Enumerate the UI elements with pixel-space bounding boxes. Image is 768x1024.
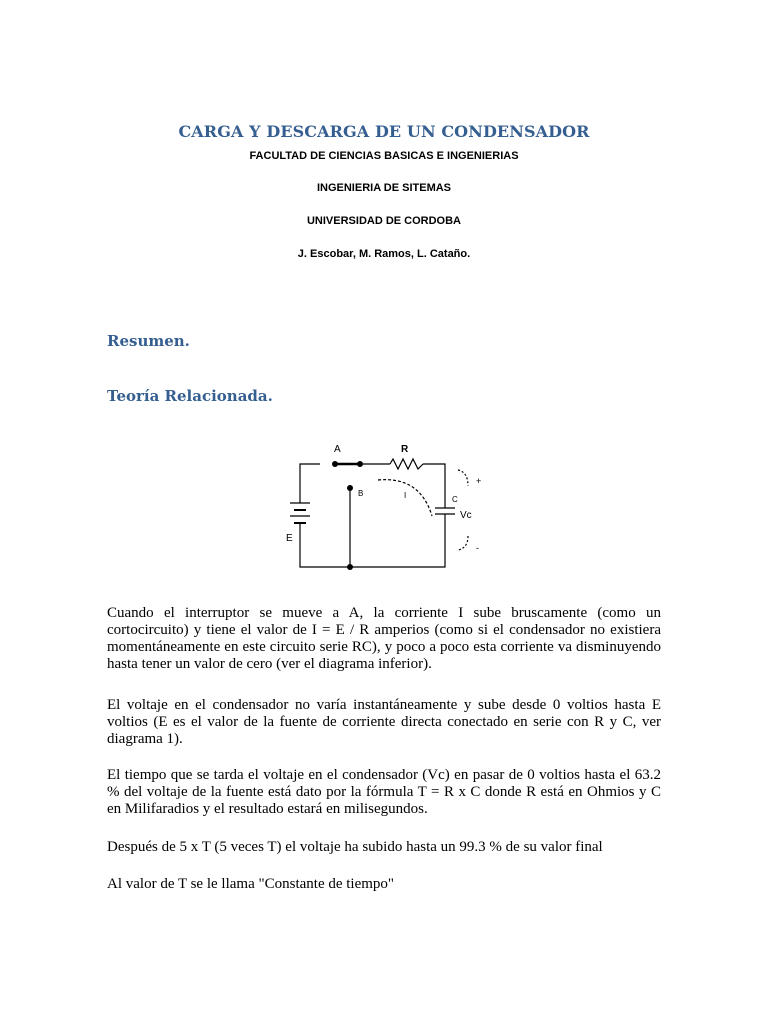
paragraph-3-line-3: en Milifaradios y el resultado estará en milisegundos. xyxy=(107,801,428,817)
paragraph-4: Después de 5 x T (5 veces T) el voltaje ha subido hasta un 99.3 % de su valor final xyxy=(107,839,603,855)
faculty-line: FACULTAD DE CIENCIAS BASICAS E INGENIERIAS xyxy=(249,150,519,162)
paragraph-3-line-1: El tiempo que se tarda el voltaje en el condensador (Vc) en pasar de 0 voltios hasta el 63.2 xyxy=(107,767,661,783)
label-c: C xyxy=(452,495,458,504)
label-i: I xyxy=(404,491,407,500)
section-heading-resumen: Resumen. xyxy=(107,332,190,350)
paragraph-5: Al valor de T se le llama "Constante de tiempo" xyxy=(107,876,395,892)
document-title: CARGA Y DESCARGA DE UN CONDENSADOR xyxy=(178,122,590,141)
paragraph-1-line-1: Cuando el interruptor se mueve a A, la corriente I sube bruscamente (como un xyxy=(107,605,661,621)
section-heading-teoria: Teoría Relacionada. xyxy=(107,387,273,405)
paragraph-2-line-2: voltios (E es el valor de la fuente de corriente directa conectado en serie con R y C, ver xyxy=(107,714,661,730)
rc-circuit-diagram xyxy=(280,438,500,578)
paragraph-3-line-2: % del voltaje de la fuente está dato por la fórmula T = R x C donde R está en Ohmios y C xyxy=(107,784,661,800)
paragraph-2 xyxy=(107,697,661,748)
program-line: INGENIERIA DE SITEMAS xyxy=(316,182,452,194)
paragraph-1-line-4: hasta tener un valor de cero (ver el diagrama inferior). xyxy=(107,656,432,672)
label-b: B xyxy=(358,489,364,498)
label-plus: + xyxy=(476,476,482,486)
label-e: E xyxy=(286,533,293,544)
label-vc: Vc xyxy=(460,510,472,521)
label-r: R xyxy=(401,444,409,455)
university-line: UNIVERSIDAD DE CORDOBA xyxy=(306,215,461,227)
label-minus: - xyxy=(476,543,479,553)
paragraph-2-line-3: diagrama 1). xyxy=(107,731,183,747)
paragraph-1 xyxy=(107,605,661,673)
paragraph-3 xyxy=(107,767,661,818)
paragraph-2-line-1: El voltaje en el condensador no varía instantáneamente y sube desde 0 voltios hasta E xyxy=(107,697,661,713)
label-a: A xyxy=(334,444,341,455)
authors-line: J. Escobar, M. Ramos, L. Cataño. xyxy=(297,248,471,260)
paragraph-1-line-2: cortocircuito) y tiene el valor de I = E / R amperios (como si el condensador no existiera xyxy=(107,622,661,638)
paragraph-1-line-3: momentáneamente en este circuito serie RC), y poco a poco esta corriente va disminuyendo xyxy=(107,639,661,655)
